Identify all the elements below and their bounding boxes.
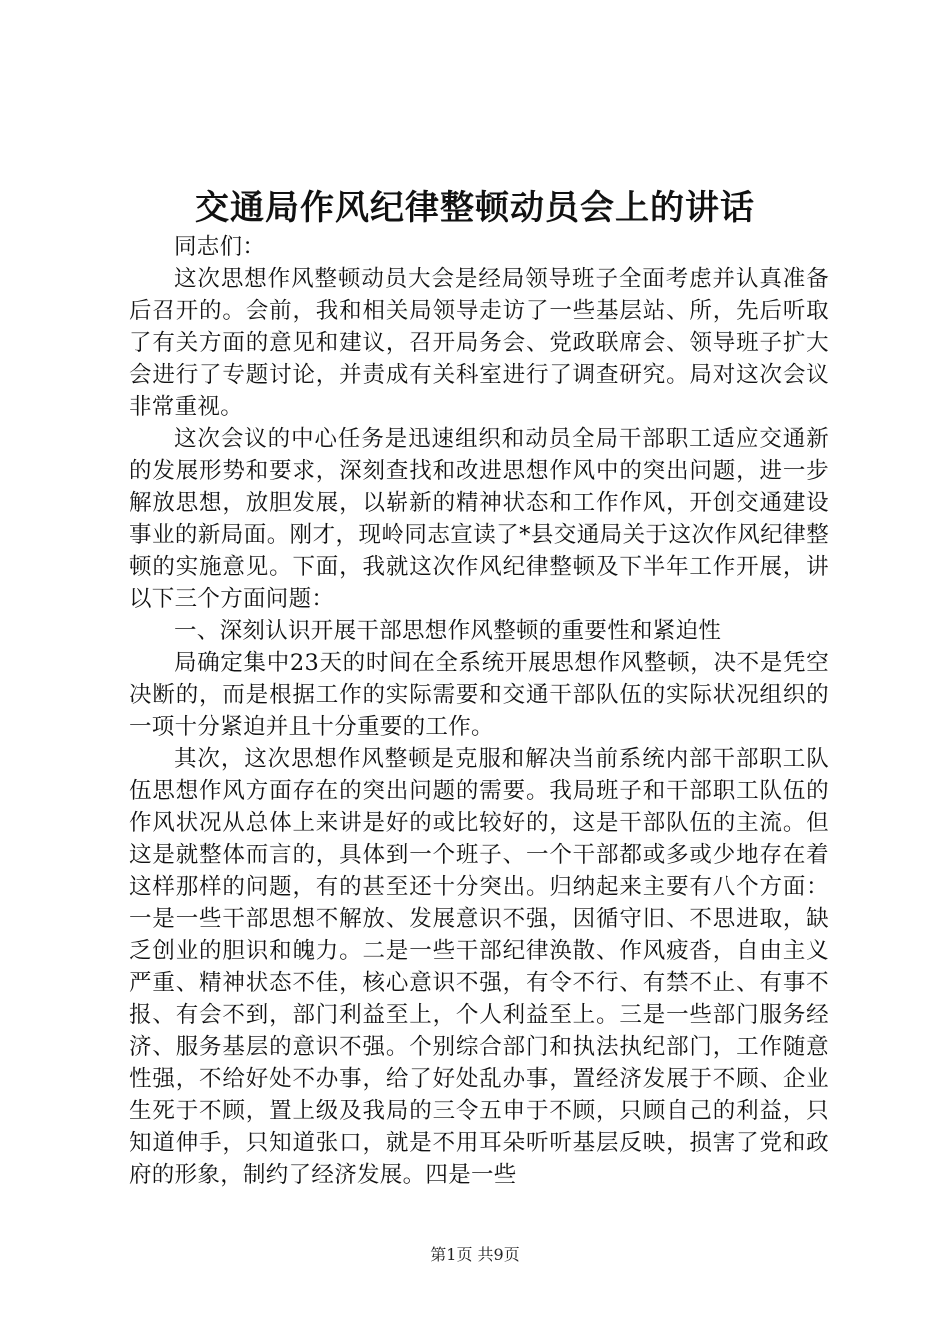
salutation: 同志们：: [174, 234, 266, 260]
document-body: [129, 231, 829, 1191]
paragraph: 局确定集中23天的时间在全系统开展思想作风整顿，决不是凭空决断的，而是根据工作的实际需要和交通干部队伍的实际状况组织的一项十分紧迫并且十分重要的工作。: [129, 650, 829, 740]
section-heading: 一、深刻认识开展干部思想作风整顿的重要性和紧迫性: [174, 618, 722, 644]
paragraph: 其次，这次思想作风整顿是克服和解决当前系统内部干部职工队伍思想作风方面存在的突出问题的需要。我局班子和干部职工队伍的作风状况从总体上来讲是好的或比较好的，这是干部队伍的主流。但这是就整体而言的，具体到一个班子、一个干部都或多或少地存在着这样那样的问题，有的甚至还十分突出。归纳起来主要有八个方面：一是一些干部思想不解放、发展意识不强，因循守旧、不思进取，缺乏创业的胆识和魄力。二是一些干部纪律涣散、作风疲沓，自由主义严重、精神状态不佳，核心意识不强，有令不行、有禁不止、有事不报、有会不到，部门利益至上，个人利益至上。三是一些部门服务经济、服务基层的意识不强。个别综合部门和执法执纪部门，工作随意性强，不给好处不办事，给了好处乱办事，置经济发展于不顾、企业生死于不顾，置上级及我局的三令五申于不顾，只顾自己的利益，只知道伸手，只知道张口，就是不用耳朵听听基层反映，损害了党和政府的形象，制约了经济发展。四是一些: [129, 746, 829, 1188]
document-title: 交通局作风纪律整顿动员会上的讲话: [195, 188, 755, 228]
paragraph: 这次思想作风整顿动员大会是经局领导班子全面考虑并认真准备后召开的。会前，我和相关局领导走访了一些基层站、所，先后听取了有关方面的意见和建议，召开局务会、党政联席会、领导班子扩大会进行了专题讨论，并责成有关科室进行了调查研究。局对这次会议非常重视。: [129, 266, 829, 420]
page-number-footer: 第1页 共9页: [430, 1245, 520, 1264]
paragraph: 这次会议的中心任务是迅速组织和动员全局干部职工适应交通新的发展形势和要求，深刻查找和改进思想作风中的突出问题，进一步解放思想，放胆发展，以崭新的精神状态和工作作风，开创交通建设事业的新局面。刚才，现岭同志宣读了*县交通局关于这次作风纪律整顿的实施意见。下面，我就这次作风纪律整顿及下半年工作开展，讲以下三个方面问题：: [129, 426, 829, 612]
